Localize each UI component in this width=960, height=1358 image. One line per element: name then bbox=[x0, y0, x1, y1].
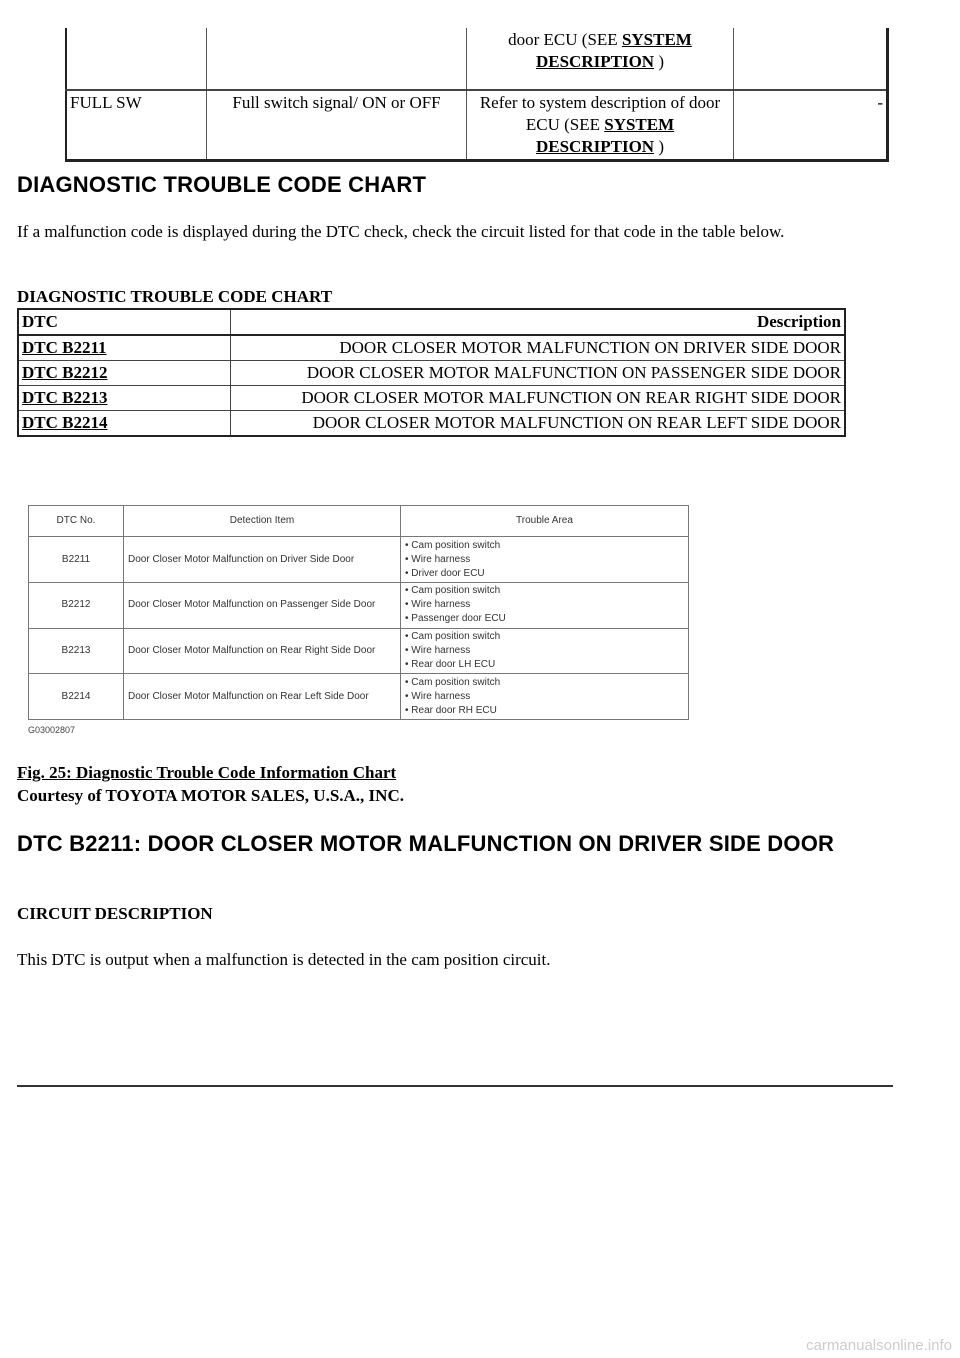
cell: Trouble Area bbox=[401, 506, 689, 537]
area-item: • Wire harness bbox=[405, 690, 684, 704]
watermark: carmanualsonline.info bbox=[806, 1337, 952, 1354]
section-heading: DIAGNOSTIC TROUBLE CODE CHART bbox=[17, 172, 427, 197]
cell: Door Closer Motor Malfunction on Rear Right Side Door bbox=[124, 628, 401, 674]
cell: B2212 bbox=[29, 583, 124, 629]
system-description-link[interactable]: SYSTEM DESCRIPTION bbox=[535, 30, 692, 71]
cell: DTC No. bbox=[29, 506, 124, 537]
table-row bbox=[66, 90, 888, 161]
intro-text: If a malfunction code is displayed during the DTC check, check the circuit listed for that code in the table below. bbox=[17, 222, 785, 241]
figure-row bbox=[29, 537, 689, 583]
cell: B2214 bbox=[29, 674, 124, 720]
cell: Door Closer Motor Malfunction on Passenger Side Door bbox=[124, 583, 401, 629]
cell: Full switch signal/ ON or OFF bbox=[207, 90, 467, 161]
cell bbox=[467, 28, 734, 90]
header-cell: Description bbox=[231, 309, 846, 335]
system-description-link[interactable]: SYSTEM DESCRIPTION bbox=[535, 115, 675, 156]
cell bbox=[66, 28, 207, 90]
circuit-title: CIRCUIT DESCRIPTION bbox=[17, 904, 213, 923]
cell: - bbox=[734, 90, 888, 161]
courtesy-text: Courtesy of TOYOTA MOTOR SALES, U.S.A., INC. bbox=[17, 786, 404, 805]
cell: B2213 bbox=[29, 628, 124, 674]
figure-header bbox=[29, 506, 689, 537]
header-cell: DTC bbox=[18, 309, 231, 335]
area-item: • Cam position switch bbox=[405, 630, 684, 644]
circuit-text: This DTC is output when a malfunction is detected in the cam position circuit. bbox=[17, 950, 551, 969]
figure-image-table bbox=[28, 505, 689, 720]
table-row bbox=[18, 411, 845, 437]
dtc-heading: DTC B2211: DOOR CLOSER MOTOR MALFUNCTION ON DRIVER SIDE DOOR bbox=[17, 831, 835, 856]
cell-text: Refer to system description of door ECU (SEE bbox=[479, 93, 721, 134]
cell: DOOR CLOSER MOTOR MALFUNCTION ON PASSENGER SIDE DOOR bbox=[231, 361, 846, 386]
area-item: • Passenger door ECU bbox=[405, 612, 684, 626]
figure-row bbox=[29, 674, 689, 720]
area-item: • Rear door LH ECU bbox=[405, 658, 684, 672]
dtc-link[interactable]: DTC B2214 bbox=[22, 413, 108, 432]
cell: FULL SW bbox=[66, 90, 207, 161]
figure-row bbox=[29, 628, 689, 674]
area-item: • Cam position switch bbox=[405, 584, 684, 598]
area-item: • Cam position switch bbox=[405, 676, 684, 690]
cell bbox=[207, 28, 467, 90]
figure-code: G03002807 bbox=[28, 725, 76, 735]
area-item: • Wire harness bbox=[405, 553, 684, 567]
divider bbox=[17, 1085, 893, 1087]
table-row bbox=[18, 335, 845, 361]
cell bbox=[734, 28, 888, 90]
area-item: • Cam position switch bbox=[405, 539, 684, 553]
area-item: • Rear door RH ECU bbox=[405, 704, 684, 718]
table-header bbox=[18, 309, 845, 335]
cell: DOOR CLOSER MOTOR MALFUNCTION ON DRIVER SIDE DOOR bbox=[231, 335, 846, 361]
dtc-link[interactable]: DTC B2211 bbox=[22, 338, 107, 357]
table-row bbox=[18, 361, 845, 386]
table-row bbox=[18, 386, 845, 411]
dtc-link[interactable]: DTC B2213 bbox=[22, 388, 108, 407]
cell: Door Closer Motor Malfunction on Driver Side Door bbox=[124, 537, 401, 583]
cell: DOOR CLOSER MOTOR MALFUNCTION ON REAR RIGHT SIDE DOOR bbox=[231, 386, 846, 411]
cell: Detection Item bbox=[124, 506, 401, 537]
cell bbox=[467, 90, 734, 161]
table-row bbox=[66, 28, 888, 90]
figure-caption[interactable]: Fig. 25: Diagnostic Trouble Code Information Chart bbox=[17, 763, 397, 782]
cell: B2211 bbox=[29, 537, 124, 583]
cell: DOOR CLOSER MOTOR MALFUNCTION ON REAR LEFT SIDE DOOR bbox=[231, 411, 846, 437]
dtc-link[interactable]: DTC B2212 bbox=[22, 363, 108, 382]
signal-table bbox=[65, 28, 889, 162]
area-item: • Driver door ECU bbox=[405, 567, 684, 581]
cell-text: door ECU (SEE bbox=[508, 30, 622, 49]
cell-text: ) bbox=[654, 52, 664, 71]
dtc-table bbox=[17, 308, 846, 437]
cell-text: ) bbox=[654, 137, 664, 156]
cell: Door Closer Motor Malfunction on Rear Left Side Door bbox=[124, 674, 401, 720]
figure-row bbox=[29, 583, 689, 629]
table-title: DIAGNOSTIC TROUBLE CODE CHART bbox=[17, 287, 333, 306]
area-item: • Wire harness bbox=[405, 598, 684, 612]
area-item: • Wire harness bbox=[405, 644, 684, 658]
